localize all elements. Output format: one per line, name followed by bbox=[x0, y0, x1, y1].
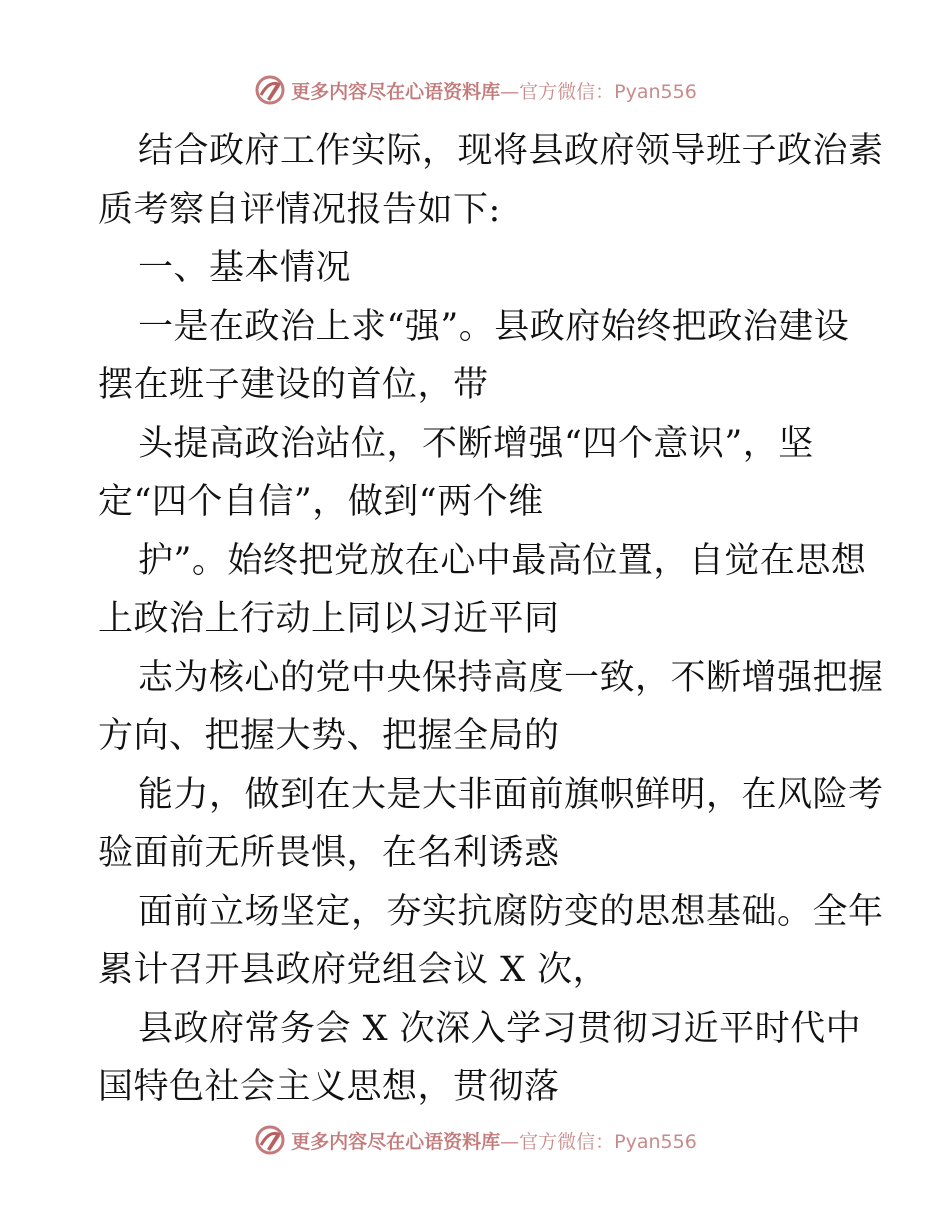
paragraph-line: 上政治上行动上同以习近平同 bbox=[98, 599, 560, 639]
pen-swirl-logo-icon bbox=[253, 1123, 287, 1157]
document-body bbox=[98, 122, 884, 1117]
paragraph-line: 验面前无所畏惧，在名利诱惑 bbox=[98, 833, 560, 873]
paragraph-line: 一是在政治上求“强”。县政府始终把政治建设 bbox=[138, 306, 850, 347]
banner-main-text: 更多内容尽在心语资料库 bbox=[291, 1130, 501, 1153]
paragraph-line: 质考察自评情况报告如下: bbox=[98, 189, 501, 230]
header-banner bbox=[0, 70, 950, 110]
paragraph-line: 结合政府工作实际，现将县政府领导班子政治素 bbox=[138, 131, 884, 171]
banner-text bbox=[291, 77, 697, 104]
banner-sub-text: —官方微信：Pyan556 bbox=[500, 1130, 697, 1153]
banner-sub-text: —官方微信：Pyan556 bbox=[500, 80, 697, 103]
paragraph-line: 头提高政治站位，不断增强“四个意识”，坚 bbox=[138, 423, 814, 464]
paragraph-line: 志为核心的党中央保持高度一致，不断增强把握 bbox=[138, 657, 884, 698]
paragraph-line: 摆在班子建设的首位，带 bbox=[98, 365, 489, 405]
section-heading: 一、基本情况 bbox=[138, 248, 352, 288]
paragraph-line: 国特色社会主义思想，贯彻落 bbox=[98, 1067, 560, 1107]
paragraph-line: 能力，做到在大是大非面前旗帜鲜明，在风险考 bbox=[138, 774, 884, 815]
paragraph-line: 护”。始终把党放在心中最高位置，自觉在思想 bbox=[138, 540, 867, 581]
banner-main-text: 更多内容尽在心语资料库 bbox=[291, 80, 501, 103]
footer-banner bbox=[0, 1120, 950, 1160]
paragraph-line: 面前立场坚定，夯实抗腐防变的思想基础。全年 bbox=[138, 891, 884, 932]
paragraph-line: 定“四个自信”，做到“两个维 bbox=[98, 482, 544, 522]
banner-text bbox=[291, 1127, 697, 1154]
paragraph-line: 累计召开县政府党组会议 X 次， bbox=[98, 950, 609, 990]
pen-swirl-logo-icon bbox=[253, 73, 287, 107]
paragraph-line: 县政府常务会 X 次深入学习贯彻习近平时代中 bbox=[138, 1008, 862, 1049]
paragraph-line: 方向、把握大势、把握全局的 bbox=[98, 716, 560, 756]
